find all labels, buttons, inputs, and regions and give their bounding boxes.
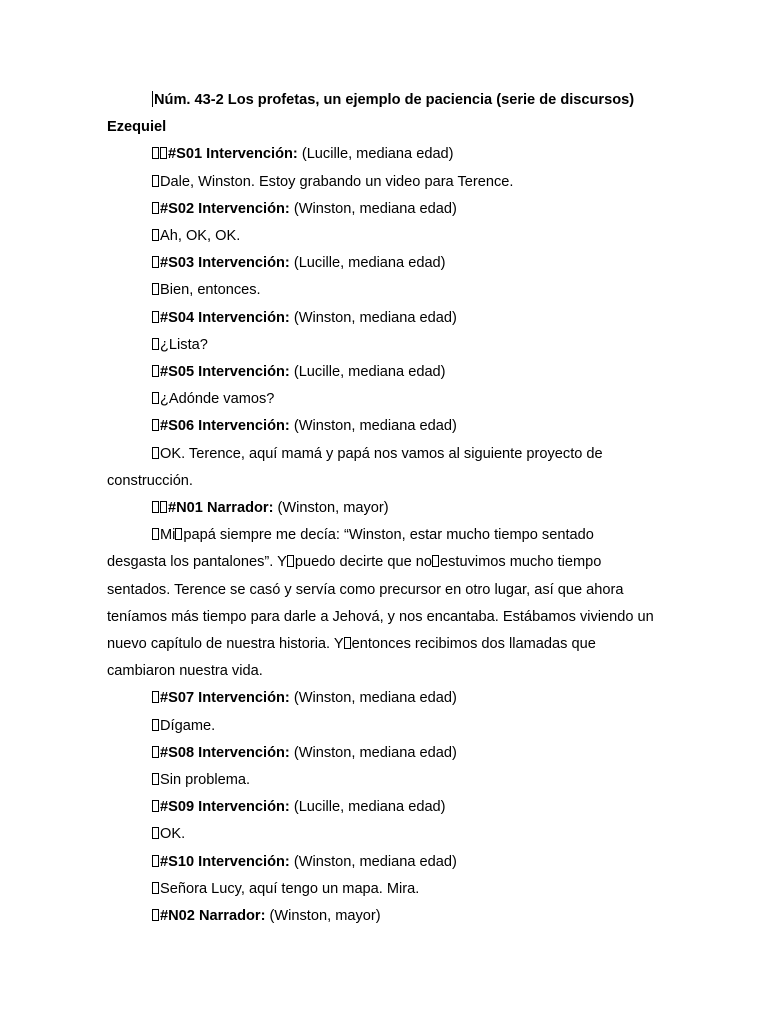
narration-text: papá siempre me decía: “Winston, estar mucho tiempo sentado desgasta los pantalones”. Y xyxy=(107,527,594,571)
speaker-description: (Winston, mayor) xyxy=(265,908,381,925)
speaker-code: #S04 Intervención: xyxy=(160,309,290,326)
placeholder-glyph-icon xyxy=(152,283,159,295)
dialogue-line xyxy=(107,169,655,196)
placeholder-glyph-icon xyxy=(160,147,167,159)
narration-text: Mi xyxy=(160,527,176,544)
placeholder-glyph-icon xyxy=(152,202,159,214)
speaker-description: (Winston, mediana edad) xyxy=(289,418,457,435)
placeholder-glyph-icon xyxy=(152,447,159,459)
speaker-heading xyxy=(107,849,655,876)
dialogue-text: ¿Adónde vamos? xyxy=(160,391,275,408)
speaker-code: #S02 Intervención: xyxy=(160,200,290,217)
speaker-description: (Lucille, mediana edad) xyxy=(289,799,446,816)
speaker-code: #S05 Intervención: xyxy=(160,364,290,381)
narration-text: puedo decirte que no xyxy=(294,554,432,571)
speaker-description: (Winston, mediana edad) xyxy=(289,744,457,761)
placeholder-glyph-icon xyxy=(152,147,159,159)
placeholder-glyph-icon xyxy=(152,909,159,921)
speaker-description: (Lucille, mediana edad) xyxy=(289,364,446,381)
dialogue-line xyxy=(107,332,655,359)
placeholder-glyph-icon xyxy=(152,338,159,350)
dialogue-line xyxy=(107,223,655,250)
placeholder-glyph-icon xyxy=(160,501,167,513)
dialogue-text: Dígame. xyxy=(160,717,216,734)
speaker-description: (Lucille, mediana edad) xyxy=(289,255,446,272)
document-title-text: Núm. 43-2 Los profetas, un ejemplo de paciencia (serie de discursos) xyxy=(154,92,635,108)
placeholder-glyph-icon xyxy=(152,827,159,839)
speaker-heading xyxy=(107,196,655,223)
dialogue-text: Ah, OK, OK. xyxy=(160,228,241,245)
placeholder-glyph-icon xyxy=(152,175,159,187)
speaker-heading xyxy=(107,250,655,277)
placeholder-glyph-icon xyxy=(152,528,159,540)
speaker-description: (Winston, mediana edad) xyxy=(289,309,457,326)
dialogue-line xyxy=(107,821,655,848)
placeholder-glyph-icon xyxy=(287,555,294,567)
speaker-heading xyxy=(107,413,655,440)
speaker-code: #S01 Intervención: xyxy=(168,146,298,163)
speaker-heading xyxy=(107,305,655,332)
dialogue-text: OK. xyxy=(160,826,186,843)
placeholder-glyph-icon xyxy=(344,637,351,649)
dialogue-line xyxy=(107,876,655,903)
placeholder-glyph-icon xyxy=(152,882,159,894)
dialogue-line xyxy=(107,386,655,413)
placeholder-glyph-icon xyxy=(175,528,182,540)
document-title xyxy=(107,87,655,114)
narration-text: estuvimos mucho tiempo sentados. Terence se casó y servía como precursor en otro lugar, así que ahora teníamos más tiempo para darle a Jehová, y nos encantaba. Estábamos viviendo un nuevo capítulo de nuestra historia. Y xyxy=(107,554,654,653)
dialogue-text: OK. Terence, aquí mamá y papá nos vamos al siguiente proyecto de construcción. xyxy=(107,445,603,489)
placeholder-glyph-icon xyxy=(152,773,159,785)
placeholder-glyph-icon xyxy=(152,746,159,758)
document-page xyxy=(107,87,655,930)
placeholder-glyph-icon xyxy=(152,365,159,377)
dialogue-text: Señora Lucy, aquí tengo un mapa. Mira. xyxy=(160,880,420,897)
speaker-code: #S10 Intervención: xyxy=(160,853,290,870)
dialogue-line xyxy=(107,713,655,740)
placeholder-glyph-icon xyxy=(152,311,159,323)
placeholder-glyph-icon xyxy=(152,256,159,268)
narration-text: entonces recibimos dos llamadas que cambiaron nuestra vida. xyxy=(107,636,596,680)
speaker-heading xyxy=(107,141,655,168)
dialogue-text: Dale, Winston. Estoy grabando un video para Terence. xyxy=(160,173,514,190)
speaker-description: (Winston, mediana edad) xyxy=(289,690,457,707)
speaker-code: #N02 Narrador: xyxy=(160,908,266,925)
speaker-heading xyxy=(107,903,655,930)
dialogue-text: ¿Lista? xyxy=(160,336,208,353)
dialogue-text: Bien, entonces. xyxy=(160,282,261,299)
speaker-heading xyxy=(107,359,655,386)
placeholder-glyph-icon xyxy=(152,392,159,404)
speaker-code: #S07 Intervención: xyxy=(160,690,290,707)
speaker-heading xyxy=(107,495,655,522)
placeholder-glyph-icon xyxy=(152,501,159,513)
placeholder-glyph-icon xyxy=(152,691,159,703)
dialogue-line xyxy=(107,767,655,794)
placeholder-glyph-icon xyxy=(152,855,159,867)
speaker-code: #N01 Narrador: xyxy=(168,500,274,517)
speaker-description: (Lucille, mediana edad) xyxy=(297,146,454,163)
placeholder-glyph-icon xyxy=(152,800,159,812)
speaker-heading xyxy=(107,740,655,767)
narration-paragraph xyxy=(107,522,655,685)
dialogue-line xyxy=(107,277,655,304)
speaker-description: (Winston, mediana edad) xyxy=(289,853,457,870)
paragraph-marker-icon xyxy=(152,91,153,107)
document-subtitle: Ezequiel xyxy=(107,119,167,136)
placeholder-glyph-icon xyxy=(152,229,159,241)
placeholder-glyph-icon xyxy=(152,719,159,731)
speaker-description: (Winston, mediana edad) xyxy=(289,200,457,217)
speaker-heading xyxy=(107,685,655,712)
speaker-code: #S08 Intervención: xyxy=(160,744,290,761)
dialogue-line xyxy=(107,441,655,495)
speaker-code: #S06 Intervención: xyxy=(160,418,290,435)
speaker-description: (Winston, mayor) xyxy=(273,500,389,517)
speaker-code: #S09 Intervención: xyxy=(160,799,290,816)
dialogue-text: Sin problema. xyxy=(160,772,251,789)
placeholder-glyph-icon xyxy=(432,555,439,567)
speaker-code: #S03 Intervención: xyxy=(160,255,290,272)
placeholder-glyph-icon xyxy=(152,419,159,431)
speaker-heading xyxy=(107,794,655,821)
